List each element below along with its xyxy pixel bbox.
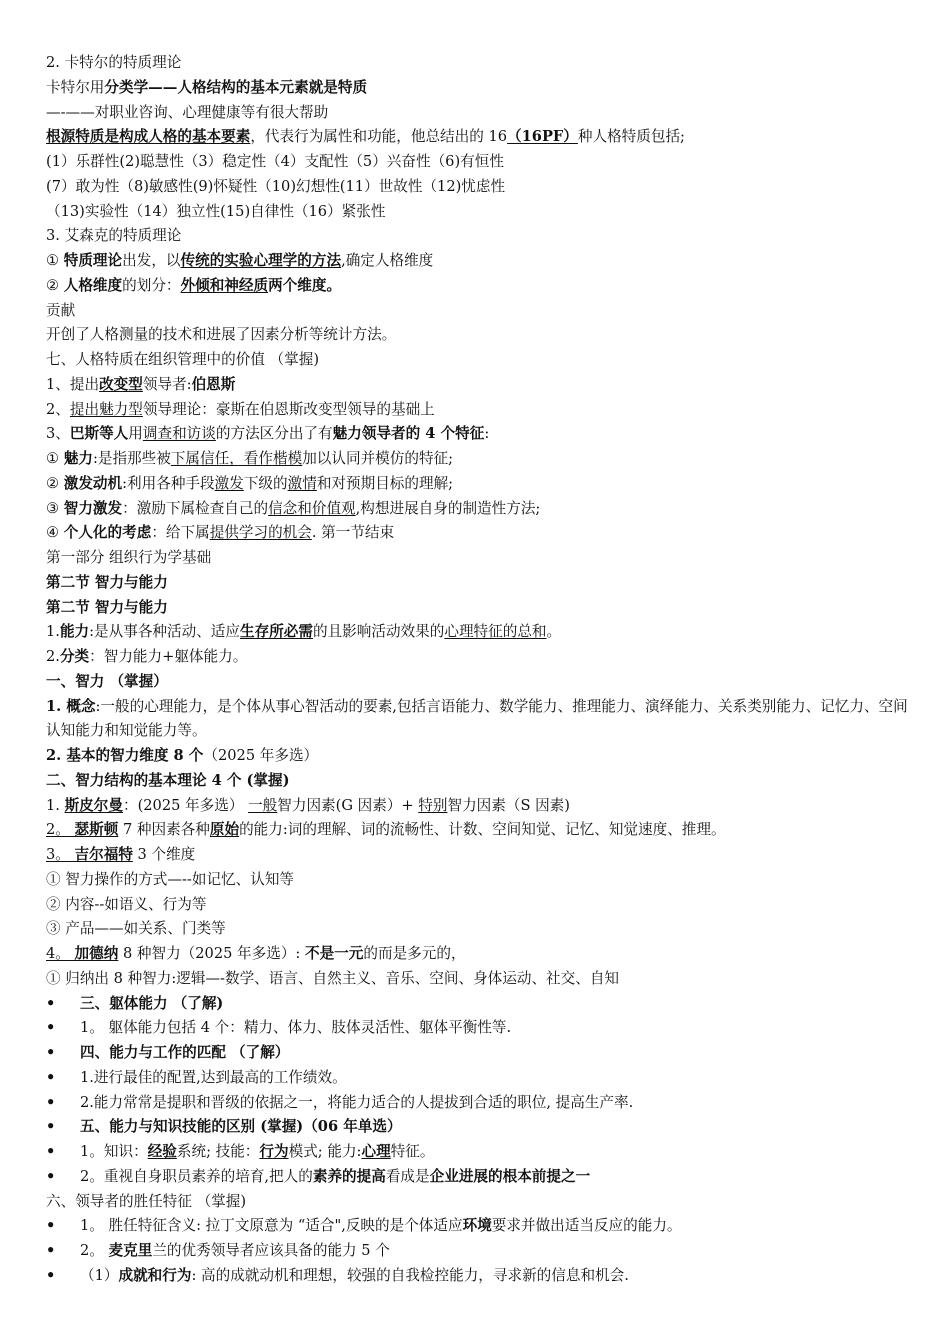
section-heading: 六、领导者的胜任特征 （掌握) bbox=[46, 1192, 247, 1210]
text-run: （1） bbox=[80, 1266, 119, 1284]
text-run: 第二节 智力与能力 bbox=[46, 598, 168, 616]
text-line bbox=[46, 101, 916, 126]
text-run: ：智力能力+躯体能力。 bbox=[89, 648, 248, 665]
text-line bbox=[46, 200, 916, 225]
text-run: 激情 bbox=[287, 474, 317, 492]
text-run: : 高的成就动机和理想，较强的自我检控能力，寻求新的信息和机会. bbox=[191, 1266, 629, 1284]
text-run: 不是一元 bbox=[304, 945, 364, 962]
text-run: 行为 bbox=[259, 1143, 289, 1160]
document-page bbox=[46, 51, 916, 1289]
text-run: 外倾和神经质 bbox=[180, 276, 269, 294]
text-run: 加德纳 bbox=[74, 945, 119, 962]
text-run: 斯皮尔曼 bbox=[64, 796, 123, 814]
bullet-list bbox=[46, 992, 916, 1190]
bullet-item bbox=[46, 1091, 916, 1116]
bullet-item bbox=[46, 1041, 916, 1066]
text-run: 环境 bbox=[462, 1217, 492, 1235]
text-run: 原始 bbox=[209, 821, 240, 839]
text-run: . 第一节结束 bbox=[311, 524, 395, 542]
text-run: ① 智力操作的方式—--如记忆、认知等 bbox=[46, 870, 295, 888]
text-run: 2。 bbox=[46, 821, 75, 839]
text-line bbox=[46, 150, 916, 175]
text-run: 能力 bbox=[59, 623, 90, 641]
bullet-list-leadership bbox=[46, 1214, 916, 1288]
text-run: 和对预期目标的理解; bbox=[316, 474, 454, 492]
text-line bbox=[46, 818, 916, 843]
text-run: ③ 产品——如关系、门类等 bbox=[46, 920, 226, 938]
text-run: 提供学习的机会 bbox=[209, 524, 312, 542]
text-run: 伯恩斯 bbox=[191, 375, 236, 393]
text-run: 卡特尔用 bbox=[46, 78, 105, 96]
text-line bbox=[46, 893, 916, 918]
text-run: : bbox=[484, 425, 490, 443]
text-line bbox=[46, 645, 916, 670]
text-run: 3. 艾森克的特质理论 bbox=[46, 227, 182, 245]
text-run: 激发动机 bbox=[63, 474, 123, 492]
text-run: 3 个维度 bbox=[132, 846, 196, 863]
text-run: 七、人格特质在组织管理中的价值 （掌握) bbox=[46, 351, 320, 368]
text-run: ② bbox=[46, 276, 64, 294]
text-run: ① bbox=[46, 252, 64, 269]
document-body bbox=[46, 51, 916, 992]
text-line bbox=[46, 224, 916, 249]
text-line bbox=[46, 917, 916, 942]
text-run: 2. 卡特尔的特质理论 bbox=[46, 54, 182, 71]
text-run: ② 内容--如语义、行为等 bbox=[46, 895, 207, 913]
text-run: 。 bbox=[546, 623, 562, 641]
text-line bbox=[46, 670, 916, 695]
text-run: 1。 胜任特征含义: 拉丁文原意为 “适合",反映的是个体适应 bbox=[80, 1217, 463, 1235]
text-run: 特质理论 bbox=[63, 252, 123, 269]
text-run: ③ bbox=[46, 499, 64, 517]
bullet-item bbox=[46, 1214, 916, 1239]
text-line bbox=[46, 596, 916, 621]
text-line bbox=[46, 125, 916, 150]
text-run: 的方法区分出了有 bbox=[215, 425, 333, 443]
text-line bbox=[46, 571, 916, 596]
text-run: 兰的优秀领导者应该具备的能力 5 个 bbox=[152, 1242, 390, 1259]
bullet-item bbox=[46, 1264, 916, 1289]
text-run: ：(2025 年多选） bbox=[122, 796, 249, 814]
text-run: 三、躯体能力 （了解) bbox=[80, 994, 224, 1012]
text-run: :一般的心理能力，是个体从事心智活动的要素,包括言语能力、数学能力、推理能力、演绎能力、关系类别能力、记忆力、空间认知能力和知觉能力等。 bbox=[46, 697, 908, 740]
text-run: 看成是 bbox=[385, 1167, 430, 1185]
text-run: :是从事各种活动、适应 bbox=[89, 623, 240, 641]
text-line bbox=[46, 348, 916, 373]
text-run: 2、 bbox=[46, 400, 70, 418]
bullet-item bbox=[46, 1016, 916, 1041]
text-run: 用 bbox=[128, 425, 143, 443]
text-run: 1。知识： bbox=[80, 1143, 148, 1160]
text-run: 的能力:词的理解、词的流畅性、计数、空间知觉、记忆、知觉速度、推理。 bbox=[239, 821, 726, 839]
text-run: 1. bbox=[46, 623, 60, 641]
text-run: 开创了人格测量的技术和进展了因素分析等统计方法。 bbox=[46, 326, 397, 344]
text-run: :是指那些被 bbox=[92, 450, 171, 467]
text-run: 一般 bbox=[248, 796, 278, 814]
text-run: 7 种因素各种 bbox=[118, 821, 210, 839]
text-line bbox=[46, 323, 916, 348]
text-run: 瑟斯顿 bbox=[74, 821, 119, 839]
text-run: ：激励下属检查自己的 bbox=[122, 499, 269, 517]
bullet-item bbox=[46, 1115, 916, 1140]
text-run: 企业进展的根本前提之一 bbox=[429, 1167, 591, 1185]
text-run: 1. 概念 bbox=[46, 697, 96, 715]
text-line bbox=[46, 744, 916, 769]
text-run: 领导者: bbox=[142, 375, 192, 393]
text-run: 智力激发 bbox=[63, 499, 123, 517]
text-run: 第二节 智力与能力 bbox=[46, 573, 168, 591]
text-run: ② bbox=[46, 474, 64, 492]
text-run: （16PF） bbox=[507, 128, 578, 146]
text-run: 麦克里 bbox=[108, 1242, 153, 1259]
text-run: 4。 bbox=[46, 945, 75, 962]
text-run: 2. 基本的智力维度 8 个 bbox=[46, 747, 204, 764]
text-run: 成就和行为 bbox=[118, 1266, 192, 1284]
text-run: 生存所必需 bbox=[240, 623, 313, 641]
text-run: 改变型 bbox=[99, 375, 143, 393]
bullet-item bbox=[46, 992, 916, 1017]
text-run: 特别 bbox=[418, 796, 448, 814]
text-run: 的且影响活动效果的 bbox=[312, 623, 445, 641]
text-run: 个人化的考虑 bbox=[63, 524, 152, 542]
text-run: 2。重视自身职员素养的培育,把人的 bbox=[80, 1167, 313, 1185]
text-run: 1。 躯体能力包括 4 个：精力、体力、肢体灵活性、躯体平衡性等. bbox=[80, 1019, 512, 1037]
text-line bbox=[46, 299, 916, 324]
text-line bbox=[46, 967, 916, 992]
text-run: 要求并做出适当反应的能力。 bbox=[491, 1217, 682, 1235]
text-run: ：给下属 bbox=[151, 524, 210, 542]
text-run: 领导理论：豪斯在伯恩斯改变型领导的基础上 bbox=[142, 400, 435, 418]
text-line bbox=[46, 398, 916, 423]
text-run: 系统; 技能： bbox=[176, 1143, 260, 1160]
text-run: 人格维度 bbox=[63, 276, 123, 294]
text-run: (1）乐群性(2)聪慧性（3）稳定性（4）支配性（5）兴奋性（6)有恒性 bbox=[46, 153, 504, 170]
bullet-item bbox=[46, 1140, 916, 1165]
text-run: 2. bbox=[46, 648, 60, 665]
text-run: 加以认同并模仿的特征; bbox=[302, 450, 454, 467]
text-run: 出发，以 bbox=[122, 252, 181, 269]
text-run: :利用各种手段 bbox=[122, 474, 215, 492]
text-line bbox=[46, 942, 916, 967]
text-run: 激发 bbox=[214, 474, 244, 492]
text-line bbox=[46, 274, 916, 299]
text-line bbox=[46, 620, 916, 645]
text-run: 提出魅力型 bbox=[69, 400, 143, 418]
text-run: ① bbox=[46, 450, 64, 467]
text-run: 吉尔福特 bbox=[74, 846, 133, 863]
text-run: 魅力领导者的 4 个特征 bbox=[332, 425, 485, 443]
text-run: ,确定人格维度 bbox=[341, 252, 434, 269]
text-line bbox=[46, 422, 916, 447]
text-run: 调查和访谈 bbox=[142, 425, 216, 443]
bullet-item bbox=[46, 1066, 916, 1091]
text-line bbox=[46, 794, 916, 819]
text-run: ,构想进展自身的制造性方法; bbox=[355, 499, 541, 517]
text-line bbox=[46, 472, 916, 497]
bullet-item bbox=[46, 1165, 916, 1190]
text-run: 1. bbox=[46, 796, 65, 814]
text-run: (7）敢为性（8)敏感性(9)怀疑性（10)幻想性(11）世故性（12)忧虑性 bbox=[46, 177, 506, 195]
text-line bbox=[46, 695, 916, 745]
text-line bbox=[46, 51, 916, 76]
text-run: 传统的实验心理学的方法 bbox=[180, 252, 342, 269]
text-run: （2025 年多选） bbox=[203, 747, 319, 764]
text-run: 二、智力结构的基本理论 4 个 (掌握) bbox=[46, 771, 290, 789]
text-line bbox=[46, 521, 916, 546]
text-run: 巴斯等人 bbox=[69, 425, 129, 443]
text-line bbox=[46, 249, 916, 274]
text-run: 信念和价值观 bbox=[268, 499, 356, 517]
text-run: 贡献 bbox=[46, 301, 76, 319]
text-line bbox=[46, 76, 916, 101]
text-run: 2.能力常常是提职和晋级的依据之一，将能力适合的人提拔到合适的职位, 提高生产率. bbox=[80, 1093, 634, 1111]
text-run: 分类 bbox=[59, 648, 90, 665]
text-run: 3、 bbox=[46, 425, 70, 443]
text-run: 下属信任，看作楷模 bbox=[170, 450, 303, 467]
text-line bbox=[46, 868, 916, 893]
text-run: —-——对职业咨询、心理健康等有很大帮助 bbox=[46, 103, 329, 121]
text-run: 模式; 能力: bbox=[288, 1143, 362, 1160]
text-run: 2。 bbox=[80, 1242, 109, 1259]
text-run: ④ bbox=[46, 524, 64, 542]
text-run: 经验 bbox=[147, 1143, 177, 1160]
text-line bbox=[46, 769, 916, 794]
text-run: 的而是多元的， bbox=[363, 945, 466, 962]
text-run: 一、智力 （掌握） bbox=[46, 672, 168, 690]
text-run: 的划分： bbox=[122, 276, 181, 294]
text-run: 1.进行最佳的配置,达到最高的工作绩效。 bbox=[80, 1068, 347, 1086]
text-line bbox=[46, 175, 916, 200]
text-run: ，代表行为属性和功能，他总结出的 16 bbox=[250, 128, 508, 146]
text-run: 1、提出 bbox=[46, 375, 100, 393]
text-run: 心理特征的总和 bbox=[444, 623, 547, 641]
text-line bbox=[46, 843, 916, 868]
text-line bbox=[46, 447, 916, 472]
text-run: 8 种智力（2025 年多选）: bbox=[118, 945, 305, 962]
text-run: 魅力 bbox=[63, 450, 93, 467]
text-run: 3。 bbox=[46, 846, 75, 863]
text-run: 种人格特质包括; bbox=[577, 128, 685, 146]
text-run: 下级的 bbox=[243, 474, 288, 492]
text-run: 两个维度。 bbox=[268, 276, 342, 294]
text-line bbox=[46, 373, 916, 398]
text-run: 特征。 bbox=[390, 1143, 435, 1160]
text-run: 素养的提高 bbox=[312, 1167, 386, 1185]
text-run: 心理 bbox=[361, 1143, 391, 1160]
text-line bbox=[46, 497, 916, 522]
text-run: （13)实验性（14）独立性(15)自律性（16）紧张性 bbox=[46, 202, 386, 220]
text-run: ① 归纳出 8 种智力:逻辑—-数学、语言、自然主义、音乐、空间、身体运动、社交、自知 bbox=[46, 969, 620, 987]
text-run: 根源特质是构成人格的基本要素 bbox=[46, 128, 251, 146]
bullet-item bbox=[46, 1239, 916, 1264]
text-run: 第一部分 组织行为学基础 bbox=[46, 549, 212, 566]
text-run: 五、能力与知识技能的区别 (掌握)（06 年单选） bbox=[80, 1118, 402, 1136]
text-run: 分类学——人格结构的基本元素就是特质 bbox=[104, 78, 368, 96]
text-run: 智力因素（S 因素) bbox=[447, 796, 570, 814]
text-run: 四、能力与工作的匹配 （了解） bbox=[80, 1044, 290, 1061]
text-line bbox=[46, 546, 916, 571]
text-run: 智力因素(G 因素）+ bbox=[277, 796, 419, 814]
